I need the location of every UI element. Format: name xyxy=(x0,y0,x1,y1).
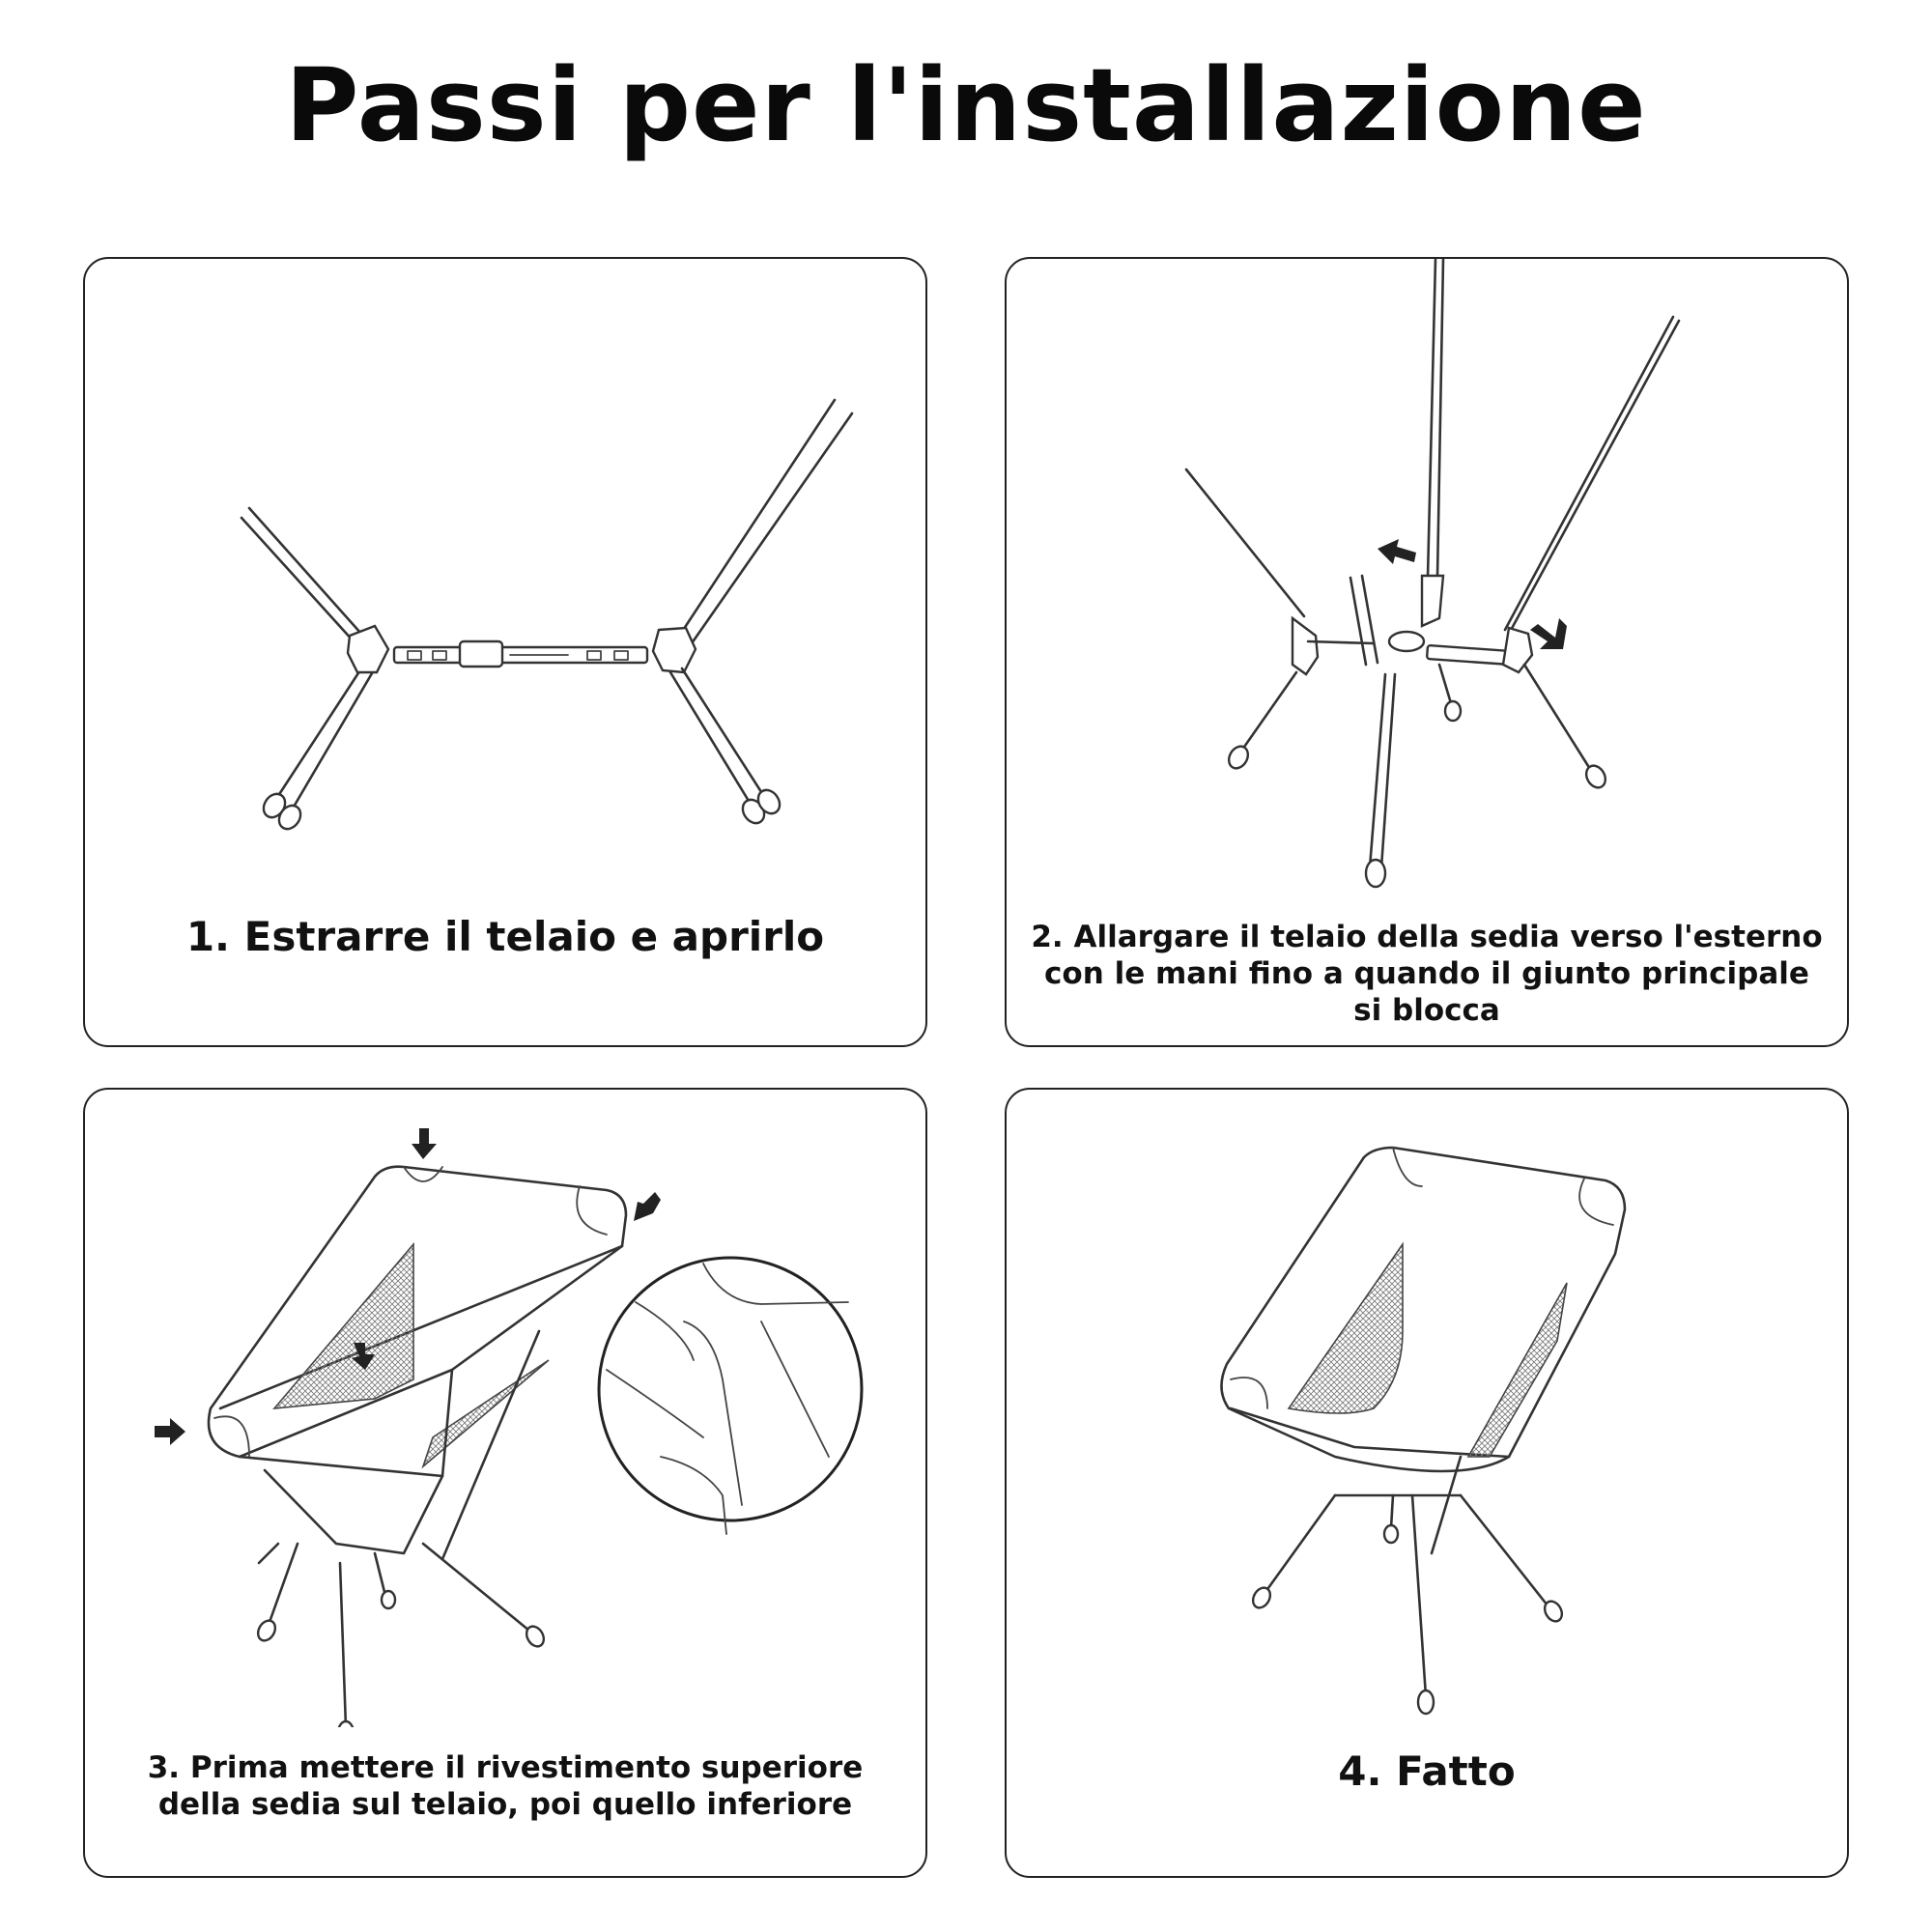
arrow-icon xyxy=(412,1128,437,1159)
chair-cover-illustration xyxy=(85,1090,927,1727)
magnifier-circle xyxy=(599,1258,862,1520)
page-title: Passi per l'installazione xyxy=(285,46,1647,164)
arrow-icon xyxy=(634,1192,661,1221)
folded-frame-illustration xyxy=(85,259,927,896)
arrow-icon xyxy=(1378,539,1416,564)
step-4-caption: 4. Fatto xyxy=(1338,1747,1516,1795)
step-3-panel xyxy=(83,1088,927,1878)
assembled-chair-illustration xyxy=(1007,1090,1849,1727)
step-2-caption: 2. Allargare il telaio della sedia verso l'esterno con le mani fino a quando il giunto principale si blocca xyxy=(1031,920,1823,1028)
step-1-caption: 1. Estrarre il telaio e aprirlo xyxy=(185,913,825,960)
step-1-panel xyxy=(83,257,927,1047)
step-3-caption: 3. Prima mettere il rivestimento superiore della sedia sul telaio, poi quello inferiore xyxy=(147,1750,864,1822)
step-4-panel xyxy=(1005,1088,1849,1878)
expanding-frame-illustration xyxy=(1007,259,1849,896)
arrow-icon xyxy=(1530,618,1567,649)
arrow-icon xyxy=(155,1418,185,1445)
step-2-panel xyxy=(1005,257,1849,1047)
